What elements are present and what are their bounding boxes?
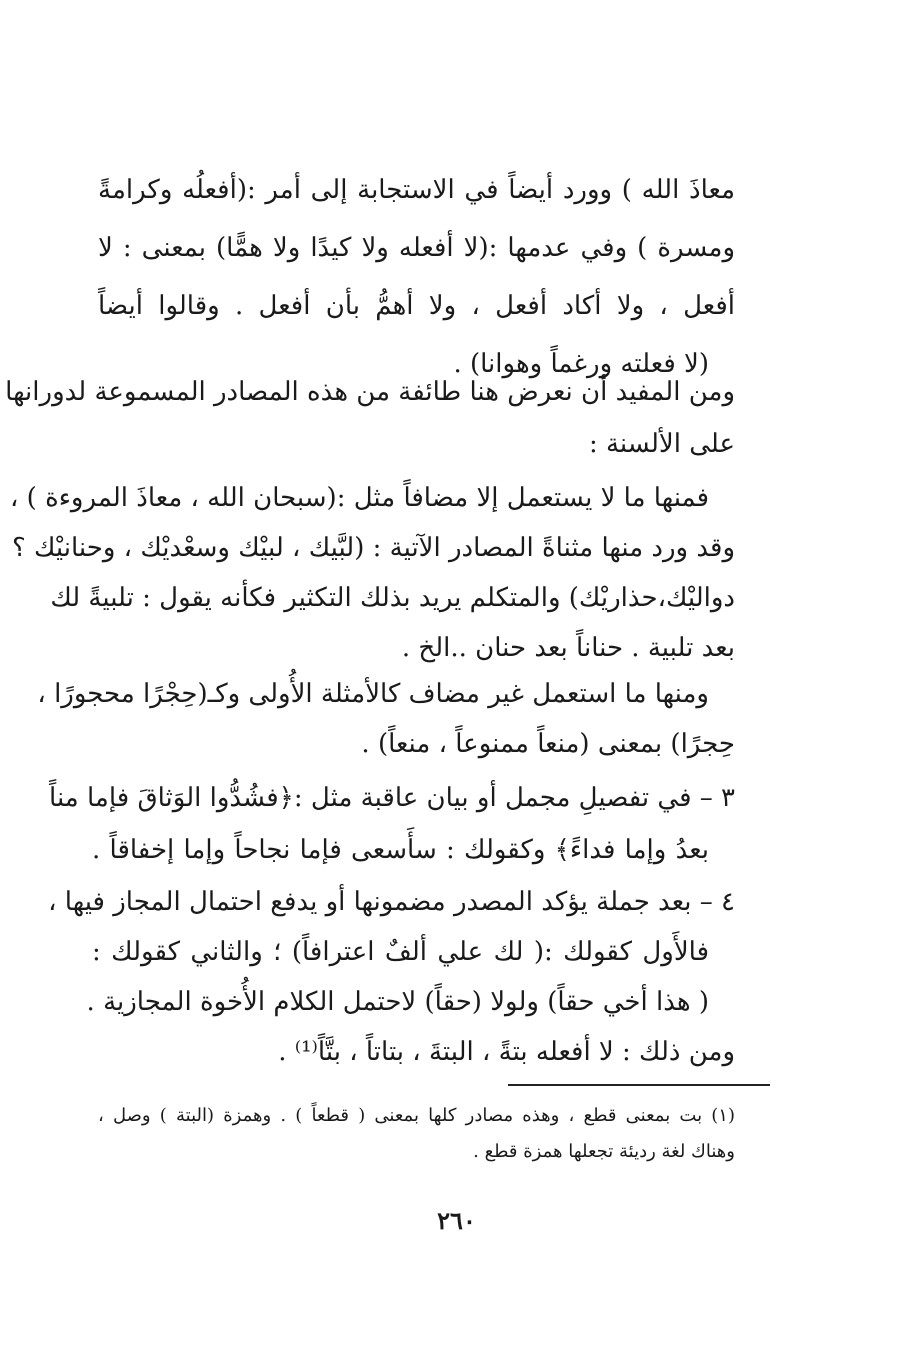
- footnote-separator: [508, 1084, 770, 1086]
- footnote-line: (١) بت بمعنى قطع ، وهذه مصادر كلها بمعنى ( قطعاً ) . وهمزة (البتة ) وصل ،: [98, 1105, 735, 1126]
- text-line: (لا فعلته ورغماً وهوانا) .: [453, 349, 709, 379]
- text-line: ومنها ما استعمل غير مضاف كالأمثلة الأُولى وكـ(حِجْرًا محجورًا ،: [37, 679, 709, 709]
- text-line: ومسرة ) وفي عدمها :(لا أفعله ولا كيدًا ولا همًّا) بمعنى : لا: [98, 233, 735, 263]
- text-line: وقد ورد منها مثناةً المصادر الآتية : (لبَّيك ، لبيْك وسعْديْك ، وحنانيْك ؟: [11, 533, 735, 563]
- text-line: معاذَ الله ) وورد أيضاً في الاستجابة إلى أمر :(أفعلُه وكرامةً: [98, 175, 735, 205]
- text-line: بعدُ وإما فداءً﴾ وكقولك : سأَسعى فإما نجاحاً وإما إخفاقاً .: [92, 835, 709, 865]
- text-line: فمنها ما لا يستعمل إلا مضافاً مثل :(سبحان الله ، معاذَ المروءة ) ،: [10, 483, 709, 513]
- text-line: ٣ – في تفصيلِ مجمل أو بيان عاقبة مثل :﴿فشُدُّوا الوَثاقَ فإما مناً: [49, 783, 735, 813]
- text-line: ( هذا أخي حقاً) ولولا (حقاً) لاحتمل الكلام الأُخوة المجازية .: [86, 987, 709, 1017]
- text-line: فالأَول كقولك :( لك علي ألفٌ اعترافاً) ؛ والثاني كقولك :: [92, 937, 709, 967]
- page-number: ٢٦٠: [437, 1206, 476, 1235]
- footnote-line: وهناك لغة رديئة تجعلها همزة قطع .: [473, 1141, 735, 1162]
- text-line: دواليْك،حذاريْك) والمتكلم يريد بذلك التكثير فكأنه يقول : تلبيةً لك: [50, 583, 735, 613]
- text-line: حِجرًا) بمعنى (منعاً ممنوعاً ، منعاً) .: [361, 729, 735, 759]
- text-line: بعد تلبية . حناناً بعد حنان ..الخ .: [401, 633, 735, 663]
- text-line: ٤ – بعد جملة يؤكد المصدر مضمونها أو يدفع احتمال المجاز فيها ،: [48, 887, 735, 917]
- text-line: ومن المفيد أن نعرض هنا طائفة من هذه المصادر المسموعة لدورانها: [5, 377, 735, 407]
- text-line: أفعل ، ولا أكاد أفعل ، ولا أهمُّ بأن أفعل . وقالوا أيضاً: [98, 291, 735, 321]
- text-line: ومن ذلك : لا أفعله بتةً ، البتةَ ، بتاتاً ، بتَّاً⁽¹⁾ .: [278, 1037, 735, 1067]
- text-line: على الألسنة :: [588, 429, 735, 459]
